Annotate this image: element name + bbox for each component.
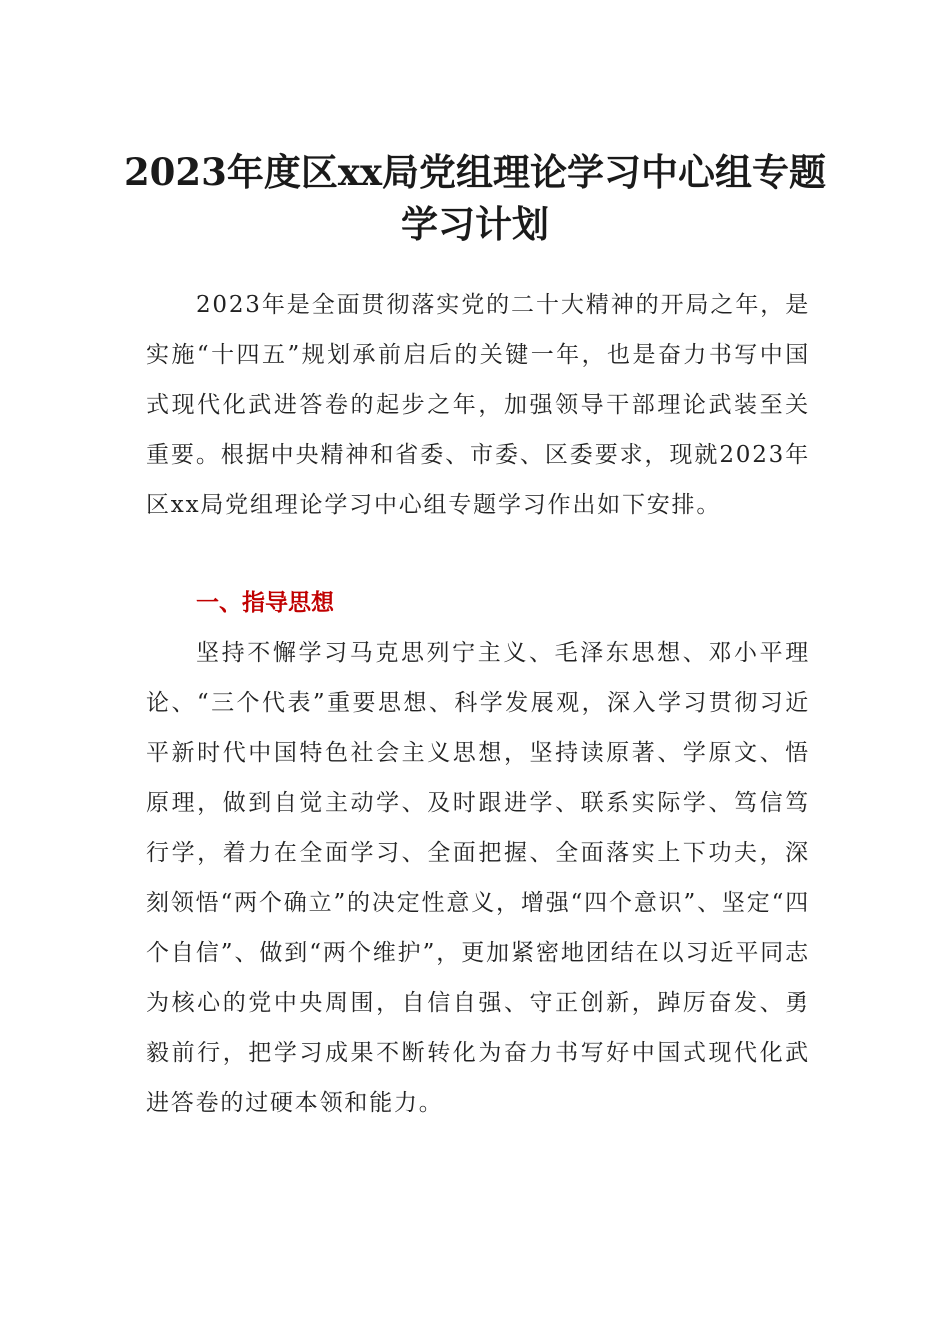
section1-paragraph: 坚持不懈学习马克思列宁主义、毛泽东思想、邓小平理论、“三个代表”重要思想、科学发展观，深入学习贯彻习近平新时代中国特色社会主义思想，坚持读原著、学原文、悟原理，做到自觉主动学、及时跟进学、联系实际学、笃信笃行学，着力在全面学习、全面把握、全面落实上下功夫，深刻领悟“两个确立”的决定性意义，增强“四个意识”、坚定“四个自信”、做到“两个维护”，更加紧密地团结在以习近平同志为核心的党中央周围，自信自强、守正创新，踔厉奋发、勇毅前行，把学习成果不断转化为奋力书写好中国式现代化武进答卷的过硬本领和能力。: [146, 640, 810, 1116]
document-title-line1: 2023年度区xx局党组理论学习中心组专题: [123, 150, 827, 194]
document-title-line2: 学习计划: [401, 202, 549, 246]
intro-paragraph: 2023年是全面贯彻落实党的二十大精神的开局之年，是实施“十四五”规划承前启后的关键一年，也是奋力书写中国式现代化武进答卷的起步之年，加强领导干部理论武装至关重要。根据中央精神和省委、市委、区委要求，现就2023年区xx局党组理论学习中心组专题学习作出如下安排。: [146, 292, 810, 518]
section-heading-guiding-ideology: 一、指导思想: [196, 590, 334, 616]
